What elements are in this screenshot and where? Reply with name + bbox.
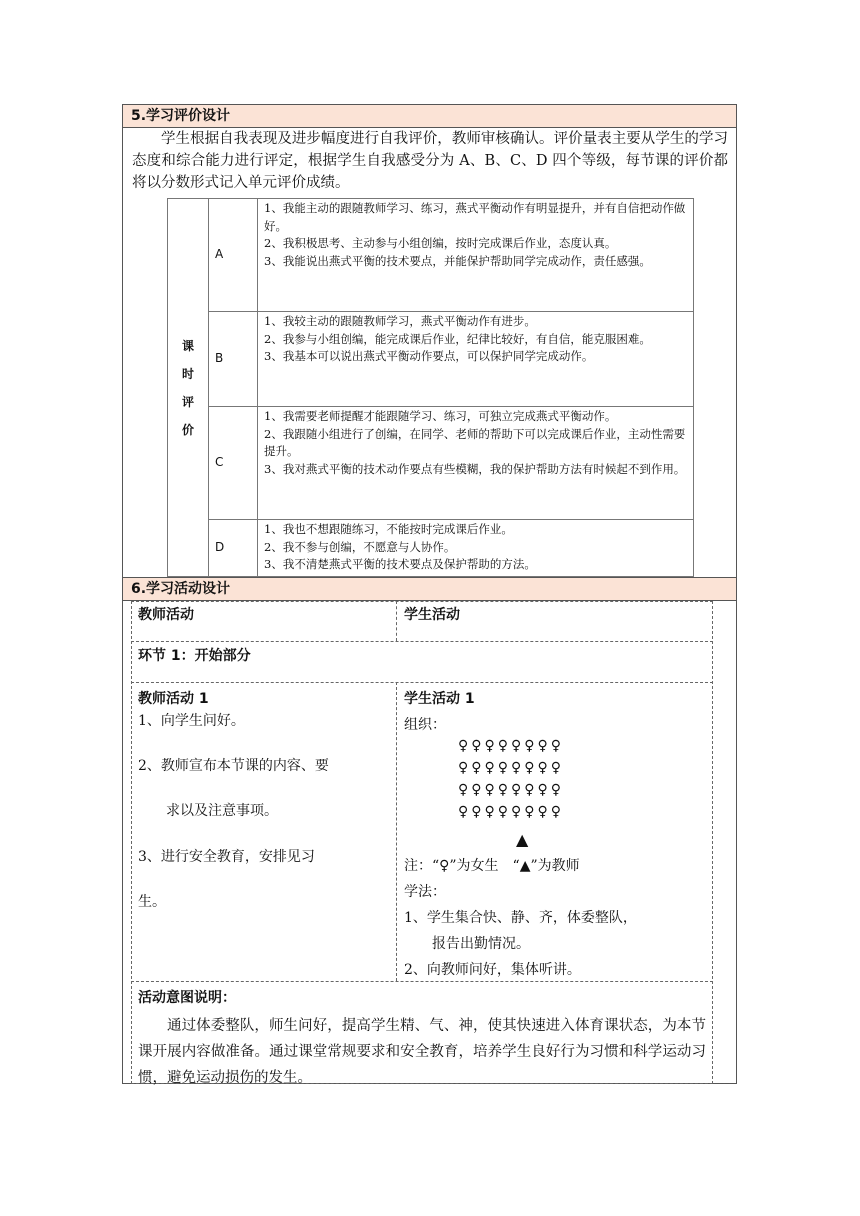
label-char: 评 bbox=[181, 394, 194, 409]
table-row bbox=[168, 312, 694, 407]
teacher-item: 2、教师宣布本节课的内容、要 bbox=[138, 758, 329, 774]
student-item: 1、学生集合快、静、齐，体委整队， bbox=[404, 910, 637, 926]
row-divider bbox=[131, 981, 713, 982]
label-char: 课 bbox=[181, 338, 194, 353]
table-row bbox=[168, 199, 694, 312]
criteria-item: 2、我参与小组创编，能完成课后作业，纪律比较好，有自信，能克服困难。 bbox=[264, 331, 651, 346]
criteria-item: 2、我积极思考、主动参与小组创编，按时完成课后作业，态度认真。 bbox=[264, 236, 617, 250]
criteria-item: 2、我跟随小组进行了创编，在同学、老师的帮助下可以完成课后作业，主动性需要提升。 bbox=[264, 426, 686, 458]
teacher-item: 生。 bbox=[138, 894, 166, 910]
section5-title: 5.学习评价设计 bbox=[123, 105, 736, 127]
criteria-item: 1、我能主动的跟随教师学习、练习，燕式平衡动作有明显提升，并有自信把动作做好。 bbox=[264, 201, 686, 233]
row-divider bbox=[131, 682, 713, 683]
method-label: 学法： bbox=[404, 884, 446, 900]
label-char: 价 bbox=[181, 422, 194, 437]
activity-table-border bbox=[131, 601, 713, 1084]
criteria-cell bbox=[258, 312, 694, 407]
evaluation-table bbox=[167, 198, 694, 577]
intent-title: 活动意图说明： bbox=[138, 990, 236, 1006]
grade-cell: C bbox=[209, 407, 258, 520]
criteria-item: 3、我能说出燕式平衡的技术要点，并能保护帮助同学完成动作，责任感强。 bbox=[264, 253, 651, 268]
table-row bbox=[168, 407, 694, 520]
student-item: 报告出勤情况。 bbox=[432, 936, 530, 952]
section6-title: 6.学习活动设计 bbox=[123, 578, 736, 600]
criteria-item: 2、我不参与创编，不愿意与人协作。 bbox=[264, 539, 456, 554]
stage-title: 环节 1：开始部分 bbox=[138, 648, 251, 664]
criteria-item: 1、我需要老师提醒才能跟随学习、练习，可独立完成燕式平衡动作。 bbox=[264, 409, 617, 423]
formation-row: ♀♀♀♀♀♀♀♀ bbox=[458, 738, 565, 754]
criteria-cell bbox=[258, 407, 694, 520]
teacher-item: 3、进行安全教育，安排见习 bbox=[138, 849, 315, 865]
criteria-item: 3、我基本可以说出燕式平衡动作要点，可以保护同学完成动作。 bbox=[264, 349, 594, 363]
student-activity-header: 学生活动 bbox=[404, 607, 460, 623]
teacher-item: 1、向学生问好。 bbox=[138, 713, 245, 729]
grade-cell: B bbox=[209, 312, 258, 407]
student-activity-title: 学生活动 1 bbox=[404, 691, 475, 707]
criteria-item: 3、我对燕式平衡的技术动作要点有些模糊，我的保护帮助方法有时候起不到作用。 bbox=[264, 461, 686, 476]
formation-note: 注：“♀”为女生 “▲”为教师 bbox=[404, 858, 580, 874]
grade-cell: A bbox=[209, 199, 258, 312]
section5-intro: 学生根据自我表现及进步幅度进行自我评价，教师审核确认。评价量表主要从学生的学习态度和综合能力进行评定，根据学生自我感受分为 A、B、C、D 四个等级，每节课的评价都将以分数形式记入单元评价成绩。 bbox=[132, 131, 728, 191]
criteria-cell bbox=[258, 520, 694, 577]
criteria-item: 1、我较主动的跟随教师学习，燕式平衡动作有进步。 bbox=[264, 314, 536, 328]
row-divider bbox=[131, 641, 713, 642]
intent-text: 通过体委整队，师生问好，提高学生精、气、神，使其快速进入体育课状态，为本节课开展内容做准备。通过课堂常规要求和安全教育，培养学生良好行为习惯和科学运动习惯，避免运动损伤的发生。 bbox=[138, 1018, 706, 1086]
criteria-item: 1、我也不想跟随练习，不能按时完成课后作业。 bbox=[264, 522, 513, 536]
grade-cell: D bbox=[209, 520, 258, 577]
teacher-position-icon: ▲ bbox=[516, 830, 529, 849]
formation-row: ♀♀♀♀♀♀♀♀ bbox=[458, 760, 565, 776]
teacher-item: 求以及注意事项。 bbox=[166, 803, 278, 819]
table-row bbox=[168, 520, 694, 577]
formation-row: ♀♀♀♀♀♀♀♀ bbox=[458, 782, 565, 798]
teacher-activity-header: 教师活动 bbox=[138, 607, 194, 623]
teacher-activity-title: 教师活动 1 bbox=[138, 691, 209, 707]
column-divider bbox=[396, 682, 397, 981]
column-divider bbox=[396, 601, 397, 641]
student-item: 2、向教师问好，集体听讲。 bbox=[404, 962, 581, 978]
label-char: 时 bbox=[181, 366, 194, 381]
organization-label: 组织： bbox=[404, 717, 446, 733]
course-eval-label bbox=[168, 199, 209, 577]
formation-row: ♀♀♀♀♀♀♀♀ bbox=[458, 804, 565, 820]
criteria-cell bbox=[258, 199, 694, 312]
criteria-item: 3、我不清楚燕式平衡的技术要点及保护帮助的方法。 bbox=[264, 557, 536, 571]
